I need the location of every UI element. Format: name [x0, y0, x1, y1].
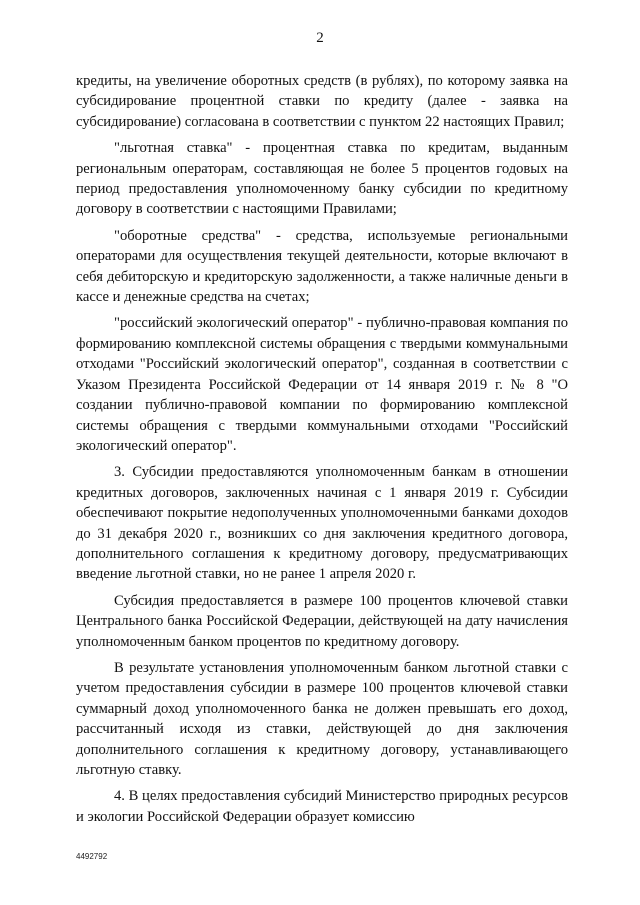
document-body	[76, 71, 568, 827]
paragraph-subsidy-amount: Субсидия предоставляется в размере 100 процентов ключевой ставки Центрального банка Российской Федерации, действующей на дату начисления уполномоченным банком процентов по кредитному договору.	[76, 592, 568, 650]
paragraph-definition-eco-operator: "российский экологический оператор" - публично-правовая компания по формированию комплексной системы обращения с твердыми коммунальными отходами "Российский экологический оператор", созданная в соответствии с Указом Президента Российской Федерации от 14 января 2019 г. № 8 "О создании публично-правовой компании по формированию комплексной системы обращения с твердыми коммунальными отходами "Российский экологический оператор".	[76, 315, 568, 454]
paragraph-definition-preferential-rate: "льготная ставка" - процентная ставка по кредитам, выданным региональным операторам, составляющая не более 5 процентов годовых на период предоставления уполномоченному банку субсидии по кредитному договору в соответствии с настоящими Правилами;	[76, 140, 568, 218]
paragraph-clause-3: 3. Субсидии предоставляются уполномоченным банкам в отношении кредитных договоров, заключенных начиная с 1 января 2019 г. Субсидии обеспечивают покрытие недополученных уполномоченными банками доходов до 31 декабря 2020 г., возникших со дня заключения кредитного договора, дополнительного соглашения к кредитному договору, предусматривающих введение льготной ставки, но не ранее 1 апреля 2020 г.	[76, 464, 568, 583]
paragraph-definition-credits: кредиты, на увеличение оборотных средств (в рублях), по которому заявка на субсидирование процентной ставки по кредиту (далее - заявка на субсидирование) согласована в соответствии с пунктом 22 настоящих Правил;	[76, 73, 568, 130]
paragraph-clause-4: 4. В целях предоставления субсидий Министерство природных ресурсов и экологии Российской Федерации образует комиссию	[76, 788, 568, 825]
paragraph-income-limit: В результате установления уполномоченным банком льготной ставки с учетом предоставления субсидии в размере 100 процентов ключевой ставки суммарный доход уполномоченного банка не должен превышать его доход, рассчитанный исходя из ставки, действующей до дня заключения дополнительного соглашения к кредитному договору, устанавливающего льготную ставку.	[76, 659, 568, 778]
paragraph-definition-working-capital: "оборотные средства" - средства, используемые региональными операторами для осуществления текущей деятельности, которые включают в себя дебиторскую и кредиторскую задолженности, а также наличные деньги в кассе и денежные средства на счетах;	[76, 227, 568, 306]
page-number: 2	[316, 30, 324, 46]
document-code: 4492792	[76, 852, 108, 861]
